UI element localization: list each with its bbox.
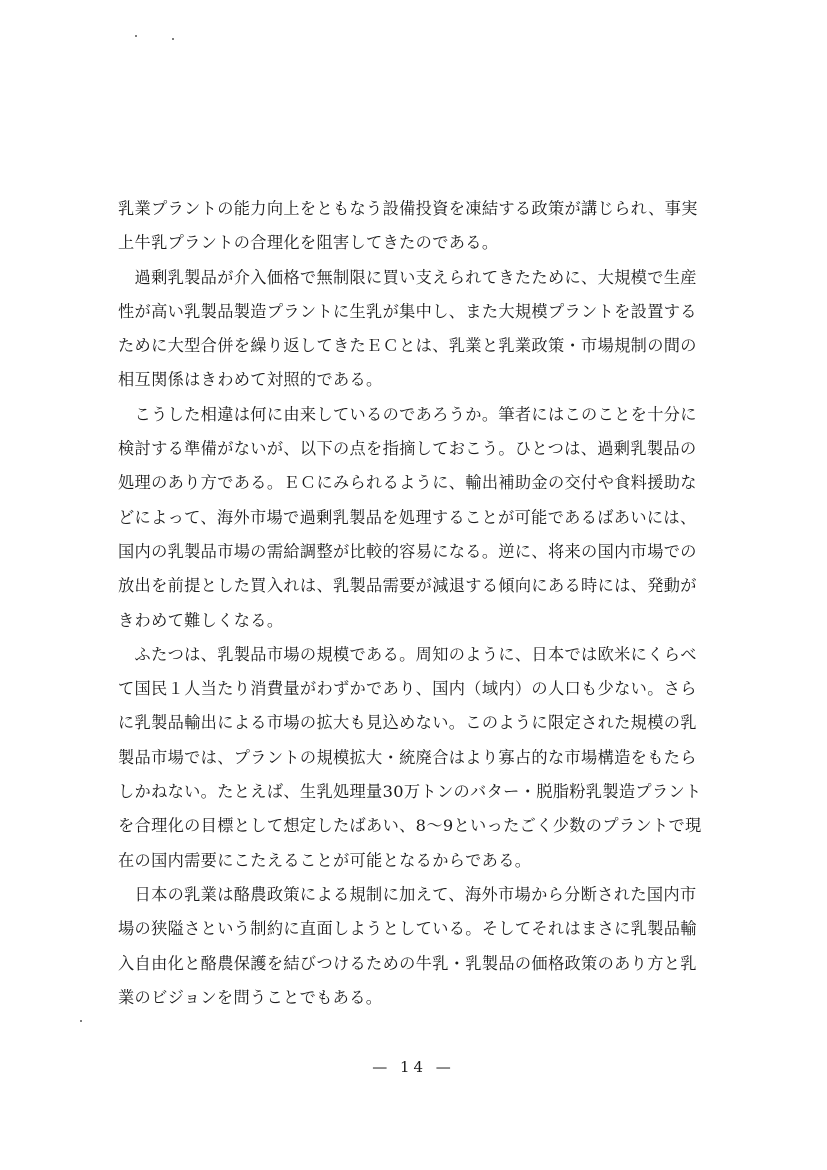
text-line: 業のビジョンを問うことでもある。 [118,987,383,1007]
text-line: 過剰乳製品が介入価格で無制限に買い支えられてきたために、大規模で生産 [118,267,697,287]
scan-speck [172,38,174,40]
page-number: — 14 — [372,1058,455,1076]
text-line: 入自由化と酪農保護を結びつけるための牛乳・乳製品の価格政策のあり方と乳 [118,953,697,973]
text-line: を合理化の目標として想定したばあい、8～9といったごく少数のプラントで現 [118,816,702,836]
text-line: 乳業プラントの能力向上をともなう設備投資を凍結する政策が講じられ、事実 [118,199,698,218]
text-line: 国内の乳製品市場の需給調整が比較的容易になる。逆に、将来の国内市場での [118,541,697,561]
text-line: しかねない。たとえば、生乳処理量30万トンのバター・脱脂粉乳製造プラント [118,782,702,802]
text-line: ふたつは、乳製品市場の規模である。周知のように、日本では欧米にくらべ [118,644,697,664]
text-line: 場の狭隘さという制約に直面しようとしている。そしてそれはまさに乳製品輸 [118,919,697,939]
text-line: きわめて難しくなる。 [118,610,284,630]
text-line: て国民１人当たり消費量がわずかであり、国内（域内）の人口も少ない。さら [118,679,697,699]
text-line: 処理のあり方である。ＥＣにみられるように、輸出補助金の交付や食料援助な [118,473,697,493]
text-line: 製品市場では、プラントの規模拡大・統廃合はより寡占的な市場構造をもたら [118,747,697,767]
text-line: 相互関係はきわめて対照的である。 [118,370,383,390]
text-line: に乳製品輸出による市場の拡大も見込めない。このように限定された規模の乳 [118,713,697,733]
body-text [118,192,718,1015]
text-line: どによって、海外市場で過剰乳製品を処理することが可能であるばあいには、 [118,507,697,527]
text-line: 日本の乳業は酪農政策による規制に加えて、海外市場から分断された国内市 [118,884,697,904]
scan-speck [135,35,137,37]
text-line: 在の国内需要にこたえることが可能となるからである。 [118,850,532,870]
text-line: こうした相違は何に由来しているのであろうか。筆者にはこのことを十分に [118,404,697,424]
text-line: ために大型合併を繰り返してきたＥＣとは、乳業と乳業政策・市場規制の間の [118,336,697,356]
text-line: 検討する準備がないが、以下の点を指摘しておこう。ひとつは、過剰乳製品の [118,439,697,459]
scan-speck [80,1020,82,1022]
text-line: 性が高い乳製品製造プラントに生乳が集中し、また大規模プラントを設置する [118,301,697,321]
text-line: 放出を前提とした買入れは、乳製品需要が減退する傾向にある時には、発動が [118,576,697,596]
text-line: 上牛乳プラントの合理化を阻害してきたのである。 [118,233,499,253]
